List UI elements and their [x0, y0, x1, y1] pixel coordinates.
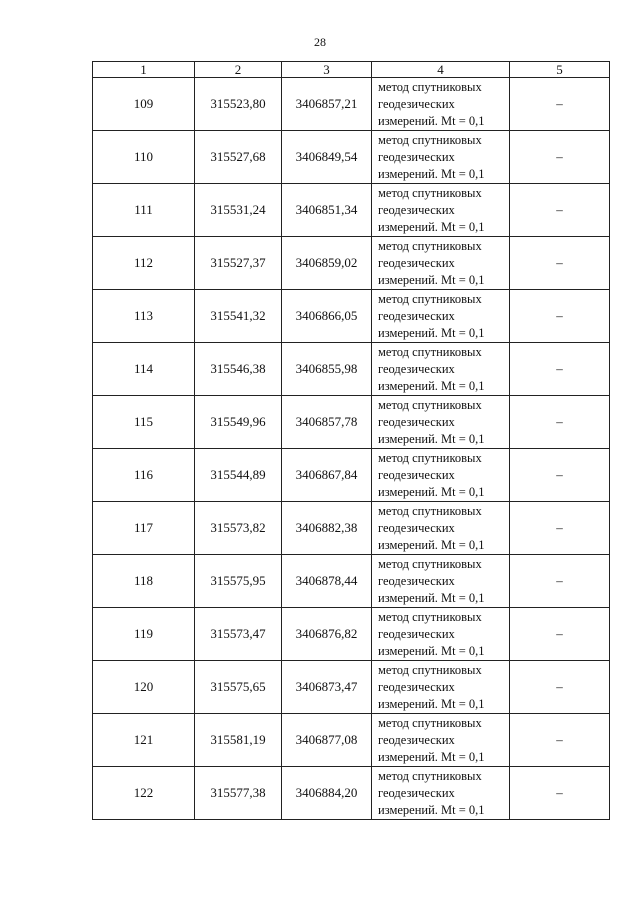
method-text-line: измерений. Mt = 0,1 — [378, 643, 485, 658]
column-header-4: 4 — [372, 62, 510, 78]
method-text-line: геодезических — [378, 626, 455, 641]
method-text-line: геодезических — [378, 467, 455, 482]
method-text-line: геодезических — [378, 308, 455, 323]
method-text-line: геодезических — [378, 679, 455, 694]
column-5-cell: – — [510, 184, 610, 237]
method-text-line: измерений. Mt = 0,1 — [378, 272, 485, 287]
x-coordinate-cell: 315546,38 — [195, 343, 282, 396]
method-text-line: метод спутниковых — [378, 503, 482, 518]
method-text-line: измерений. Mt = 0,1 — [378, 431, 485, 446]
y-coordinate-cell: 3406866,05 — [282, 290, 372, 343]
x-coordinate-cell: 315541,32 — [195, 290, 282, 343]
y-coordinate-cell: 3406876,82 — [282, 608, 372, 661]
table-row — [93, 608, 610, 661]
method-cell — [372, 608, 510, 661]
method-text-line: геодезических — [378, 414, 455, 429]
coordinates-table — [92, 61, 610, 820]
method-cell — [372, 237, 510, 290]
column-5-cell: – — [510, 661, 610, 714]
y-coordinate-cell: 3406867,84 — [282, 449, 372, 502]
column-5-cell: – — [510, 608, 610, 661]
point-number-cell: 118 — [93, 555, 195, 608]
method-text-line: метод спутниковых — [378, 662, 482, 677]
y-coordinate-cell: 3406859,02 — [282, 237, 372, 290]
point-number-cell: 109 — [93, 78, 195, 131]
x-coordinate-cell: 315581,19 — [195, 714, 282, 767]
method-cell — [372, 449, 510, 502]
table-row — [93, 449, 610, 502]
method-text-line: метод спутниковых — [378, 609, 482, 624]
method-text-line: геодезических — [378, 255, 455, 270]
y-coordinate-cell: 3406884,20 — [282, 767, 372, 820]
method-text-line: геодезических — [378, 361, 455, 376]
method-text-line: метод спутниковых — [378, 768, 482, 783]
y-coordinate-cell: 3406857,21 — [282, 78, 372, 131]
method-cell — [372, 78, 510, 131]
column-5-cell: – — [510, 449, 610, 502]
column-5-cell: – — [510, 714, 610, 767]
x-coordinate-cell: 315527,37 — [195, 237, 282, 290]
column-header-3: 3 — [282, 62, 372, 78]
method-cell — [372, 502, 510, 555]
table-row — [93, 396, 610, 449]
method-cell — [372, 661, 510, 714]
point-number-cell: 116 — [93, 449, 195, 502]
method-text-line: геодезических — [378, 785, 455, 800]
method-text-line: метод спутниковых — [378, 291, 482, 306]
column-header-5: 5 — [510, 62, 610, 78]
y-coordinate-cell: 3406882,38 — [282, 502, 372, 555]
table-row — [93, 290, 610, 343]
method-text-line: измерений. Mt = 0,1 — [378, 166, 485, 181]
column-5-cell: – — [510, 290, 610, 343]
method-cell — [372, 131, 510, 184]
point-number-cell: 111 — [93, 184, 195, 237]
column-5-cell: – — [510, 502, 610, 555]
point-number-cell: 114 — [93, 343, 195, 396]
method-text-line: метод спутниковых — [378, 79, 482, 94]
method-cell — [372, 290, 510, 343]
method-cell — [372, 396, 510, 449]
method-text-line: измерений. Mt = 0,1 — [378, 749, 485, 764]
y-coordinate-cell: 3406855,98 — [282, 343, 372, 396]
method-text-line: метод спутниковых — [378, 715, 482, 730]
y-coordinate-cell: 3406878,44 — [282, 555, 372, 608]
table-header-row — [93, 62, 610, 78]
column-5-cell: – — [510, 131, 610, 184]
method-text-line: метод спутниковых — [378, 185, 482, 200]
table-row — [93, 555, 610, 608]
x-coordinate-cell: 315575,65 — [195, 661, 282, 714]
point-number-cell: 119 — [93, 608, 195, 661]
point-number-cell: 113 — [93, 290, 195, 343]
method-text-line: измерений. Mt = 0,1 — [378, 113, 485, 128]
method-text-line: геодезических — [378, 96, 455, 111]
method-cell — [372, 343, 510, 396]
method-cell — [372, 767, 510, 820]
column-5-cell: – — [510, 767, 610, 820]
method-cell — [372, 714, 510, 767]
method-text-line: метод спутниковых — [378, 344, 482, 359]
method-text-line: измерений. Mt = 0,1 — [378, 325, 485, 340]
x-coordinate-cell: 315523,80 — [195, 78, 282, 131]
column-header-2: 2 — [195, 62, 282, 78]
column-5-cell: – — [510, 237, 610, 290]
column-5-cell: – — [510, 396, 610, 449]
y-coordinate-cell: 3406849,54 — [282, 131, 372, 184]
point-number-cell: 115 — [93, 396, 195, 449]
x-coordinate-cell: 315531,24 — [195, 184, 282, 237]
point-number-cell: 122 — [93, 767, 195, 820]
point-number-cell: 121 — [93, 714, 195, 767]
table-row — [93, 184, 610, 237]
column-5-cell: – — [510, 78, 610, 131]
method-text-line: геодезических — [378, 202, 455, 217]
y-coordinate-cell: 3406877,08 — [282, 714, 372, 767]
point-number-cell: 110 — [93, 131, 195, 184]
y-coordinate-cell: 3406857,78 — [282, 396, 372, 449]
x-coordinate-cell: 315549,96 — [195, 396, 282, 449]
x-coordinate-cell: 315573,82 — [195, 502, 282, 555]
page-number: 28 — [314, 35, 326, 49]
method-text-line: измерений. Mt = 0,1 — [378, 484, 485, 499]
column-header-1: 1 — [93, 62, 195, 78]
table-row — [93, 661, 610, 714]
method-text-line: измерений. Mt = 0,1 — [378, 802, 485, 817]
column-5-cell: – — [510, 343, 610, 396]
method-text-line: метод спутниковых — [378, 238, 482, 253]
x-coordinate-cell: 315544,89 — [195, 449, 282, 502]
method-cell — [372, 555, 510, 608]
method-text-line: метод спутниковых — [378, 132, 482, 147]
x-coordinate-cell: 315577,38 — [195, 767, 282, 820]
point-number-cell: 117 — [93, 502, 195, 555]
x-coordinate-cell: 315527,68 — [195, 131, 282, 184]
table-row — [93, 343, 610, 396]
method-cell — [372, 184, 510, 237]
point-number-cell: 112 — [93, 237, 195, 290]
column-5-cell: – — [510, 555, 610, 608]
method-text-line: метод спутниковых — [378, 397, 482, 412]
method-text-line: метод спутниковых — [378, 556, 482, 571]
method-text-line: измерений. Mt = 0,1 — [378, 590, 485, 605]
method-text-line: геодезических — [378, 520, 455, 535]
y-coordinate-cell: 3406851,34 — [282, 184, 372, 237]
table-row — [93, 714, 610, 767]
method-text-line: измерений. Mt = 0,1 — [378, 537, 485, 552]
method-text-line: геодезических — [378, 149, 455, 164]
method-text-line: метод спутниковых — [378, 450, 482, 465]
point-number-cell: 120 — [93, 661, 195, 714]
table-row — [93, 237, 610, 290]
y-coordinate-cell: 3406873,47 — [282, 661, 372, 714]
x-coordinate-cell: 315573,47 — [195, 608, 282, 661]
table-row — [93, 131, 610, 184]
table-row — [93, 502, 610, 555]
method-text-line: измерений. Mt = 0,1 — [378, 696, 485, 711]
table-row — [93, 78, 610, 131]
x-coordinate-cell: 315575,95 — [195, 555, 282, 608]
method-text-line: геодезических — [378, 732, 455, 747]
method-text-line: геодезических — [378, 573, 455, 588]
table-body — [93, 78, 610, 820]
method-text-line: измерений. Mt = 0,1 — [378, 219, 485, 234]
table-row — [93, 767, 610, 820]
method-text-line: измерений. Mt = 0,1 — [378, 378, 485, 393]
